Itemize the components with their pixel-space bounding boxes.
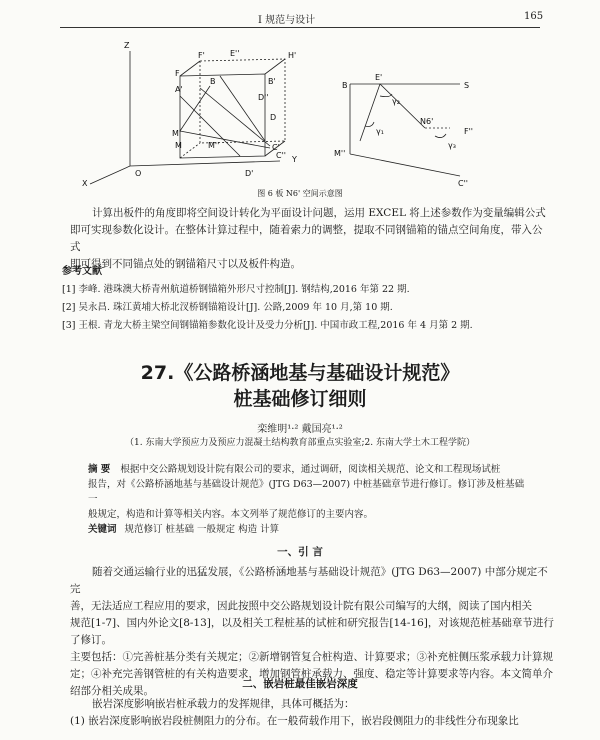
article-title-line2: 桩基础修订细则 [233,388,367,410]
references-heading: 参考文献 [62,266,102,277]
section1-line: 善，无法适应工程应用的要求，因此按照中交公路规划设计院有限公司编写的大纲，阅读了国内相关 [70,600,532,612]
section1-line: 规范[1-7]、国内外论文[8-13]，以及相关工程桩基的试桩和研究报告[14-16]，对该规范桩基础章节进行了修订。 [70,617,554,646]
label-right-S: S [464,81,470,90]
label-gamma-2: γ₂ [392,97,400,106]
reference-item: [2] 吴永昌. 珠江黄埔大桥北汊桥钢锚箱设计[J]. 公路,2009 年 10 月,第 10 期. [62,302,393,313]
label-right-M-double-prime: M'' [334,149,346,158]
label-right-E-prime: E' [375,73,383,82]
label-Y: Y [292,155,297,164]
figure-caption: 图 6 板 N6' 空间示意图 [257,189,343,198]
abstract-line: 报告，对《公路桥涵地基与基础设计规范》(JTG D63—2007) 中桩基础章节进行修订。修订涉及桩基础一 [88,479,525,505]
label-B: B [210,77,216,86]
affiliation: （1. 东南大学预应力及预应力混凝土结构教育部重点实验室;2. 东南大学土木工程学院） [125,438,475,448]
references-list [62,282,552,333]
running-header-chapter: I 规范与设计 [258,15,316,26]
header-rule [60,27,540,28]
section1-line: 定；④补充完善钢管桩的有关构造要求，增加钢管桩承载力、强度、稳定等计算要求等内容。本文简单介 [70,668,553,680]
label-D-prime: D' [245,169,254,178]
abstract-line: 般规定，构造和计算等相关内容。本文列举了规范修订的主要内容。 [88,509,374,520]
label-D: D [270,113,277,122]
figure-n6-spatial-diagram [80,36,540,196]
abstract-line: 根据中交公路规划设计院有限公司的要求，通过调研，阅读相关规范、论文和工程现场试桩 [120,464,501,475]
intro-paragraph [70,205,550,273]
label-C-double-prime: C'' [276,151,286,160]
label-O: O [135,169,142,178]
label-M-double-prime: M'' [208,141,220,150]
section2-line: 嵌岩深度影响嵌岩桩承载力的发挥规律，具体可概括为： [92,698,355,710]
label-right-F-double-prime: F'' [464,127,473,136]
reference-item: [3] 王根. 青龙大桥主梁空间钢锚箱参数化设计及受力分析[J]. 中国市政工程,2016 年 4 月第 2 期. [62,320,473,331]
section1-line: 随着交通运输行业的迅猛发展，《公路桥涵地基与基础设计规范》(JTG D63—2007) 中部分规定不完 [70,566,548,595]
keywords: 规范修订 桩基础 一般规定 构造 计算 [124,524,280,535]
article-title-line1: 27.《公路桥涵地基与基础设计规范》 [140,362,460,384]
label-Z: Z [124,41,130,50]
label-M: M [175,141,182,150]
label-N6-prime: N6' [420,117,434,126]
section2-heading: 二、嵌岩桩最佳嵌岩深度 [242,678,358,690]
reference-item: [1] 李峰. 港珠澳大桥青州航道桥钢锚箱外形尺寸控制[J]. 钢结构,2016 年第 22 期. [62,284,410,295]
intro-line: 即可得到不同锚点处的钢锚箱尺寸以及板件构造。 [70,258,301,270]
section2-body [70,696,555,730]
label-right-B: B [342,81,348,90]
intro-line: 即可实现参数化设计。在整体计算过程中，随着索力的调整，提取不同钢锚箱的锚点空间角度，带入公式 [70,224,543,253]
keywords-label: 关键词 [88,524,117,535]
label-D-double-prime: D'' [258,93,269,102]
label-gamma-1: γ₁ [376,127,384,136]
section2-line: (1) 嵌岩深度影响嵌岩段桩侧阻力的分布。在一般荷载作用下，嵌岩段侧阻力的非线性分布现象比 [70,715,519,727]
label-F: F [175,69,180,78]
label-gamma-3: γ₃ [448,141,456,150]
section1-line: 绍部分相关成果。 [70,685,154,697]
label-F-prime: F' [198,51,205,60]
abstract [88,462,528,537]
label-C-prime: C' [272,143,280,152]
label-X: X [82,179,88,188]
page-number: 165 [524,11,544,22]
label-M-prime: M' [172,129,182,138]
label-H-prime: H' [288,51,297,60]
label-E-double-prime: E'' [230,49,240,58]
authors: 栾维明¹·² 戴国亮¹·² [257,424,343,435]
intro-line: 计算出板件的角度即将空间设计转化为平面设计问题，运用 EXCEL 将上述参数作为变量编辑公式 [92,207,546,219]
label-right-C-double-prime: C'' [458,179,468,188]
label-A-prime: A' [175,85,183,94]
label-B-prime: B' [268,77,276,86]
abstract-label: 摘 要 [88,464,111,475]
section1-line: 主要包括：①完善桩基分类有关规定；②新增钢管复合桩构造、计算要求；③补充桩侧压浆承载力计算规 [70,651,553,663]
section1-heading: 一、引 言 [277,546,323,558]
